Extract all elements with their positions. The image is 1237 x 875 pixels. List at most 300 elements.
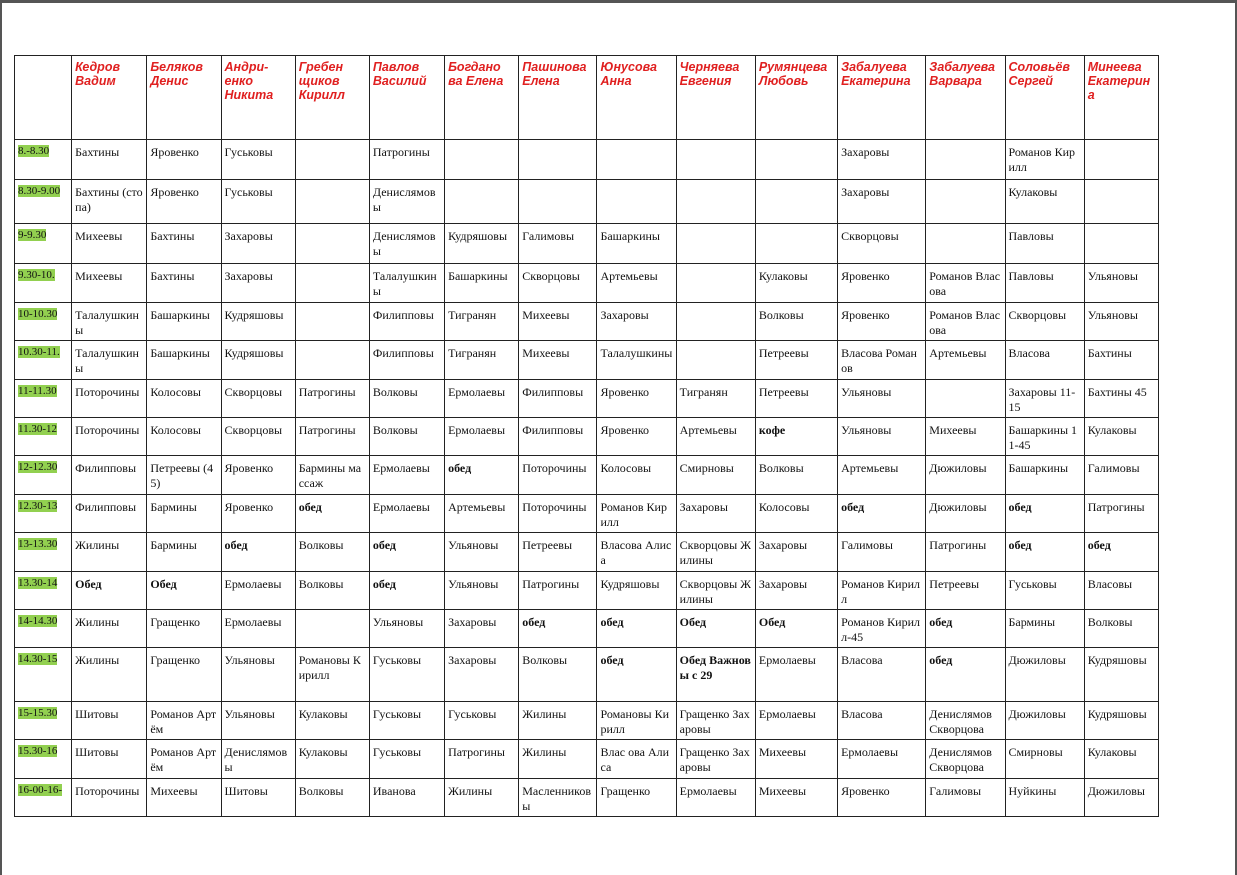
appointment-cell: Ермолаевы	[369, 456, 444, 495]
appointment-cell: Ермолаевы	[755, 648, 837, 702]
header-person-name: Кедров Вадим	[72, 56, 147, 140]
time-cell	[15, 341, 72, 380]
appointment-cell	[755, 140, 837, 180]
appointment-cell: Башаркины	[147, 341, 221, 380]
schedule-row	[15, 702, 1159, 740]
appointment-cell: Волковы	[369, 380, 444, 418]
appointment-cell: Масленниковы	[519, 779, 597, 817]
appointment-cell: Кудряшовы	[221, 341, 295, 380]
appointment-cell: Гуськовы	[369, 740, 444, 779]
header-person-name: Забалуева Екатерина	[838, 56, 926, 140]
appointment-cell: Бахтины	[72, 140, 147, 180]
appointment-cell: Гуськовы	[221, 180, 295, 224]
appointment-cell	[755, 224, 837, 264]
appointment-cell: Жилины	[519, 740, 597, 779]
appointment-cell: Волковы	[1084, 610, 1158, 648]
appointment-cell: Яровенко	[147, 140, 221, 180]
time-cell	[15, 572, 72, 610]
time-slot-label: 13-13.30	[18, 538, 58, 550]
appointment-cell: Ермолаевы	[838, 740, 926, 779]
appointment-cell: Смирновы	[1005, 740, 1084, 779]
appointment-cell: Скворцовы	[838, 224, 926, 264]
appointment-cell: обед	[295, 495, 369, 533]
appointment-cell: Обед	[72, 572, 147, 610]
appointment-cell	[1084, 140, 1158, 180]
appointment-cell	[597, 140, 676, 180]
appointment-cell: Тигранян	[445, 341, 519, 380]
appointment-cell: Петреевы	[519, 533, 597, 572]
appointment-cell: Кулаковы	[1084, 418, 1158, 456]
appointment-cell: Волковы	[755, 456, 837, 495]
appointment-cell: Жилины	[72, 533, 147, 572]
appointment-cell: Яровенко	[838, 303, 926, 341]
appointment-cell: Кудряшовы	[1084, 702, 1158, 740]
appointment-cell: Ермолаевы	[676, 779, 755, 817]
appointment-cell: Кудряшовы	[597, 572, 676, 610]
time-cell	[15, 610, 72, 648]
appointment-cell: Яровенко	[838, 779, 926, 817]
appointment-cell: Денислямовы	[221, 740, 295, 779]
appointment-cell: Ермолаевы	[369, 495, 444, 533]
appointment-cell: обед	[519, 610, 597, 648]
header-person-name: Гребен щиков Кирилл	[295, 56, 369, 140]
appointment-cell: Бахтины	[147, 264, 221, 303]
appointment-cell: Талалушкины	[597, 341, 676, 380]
header-person-name: Павлов Василий	[369, 56, 444, 140]
appointment-cell: Захаровы	[221, 264, 295, 303]
appointment-cell	[926, 140, 1005, 180]
header-person-name: Богдано ва Елена	[445, 56, 519, 140]
appointment-cell: Кулаковы	[1005, 180, 1084, 224]
time-cell	[15, 456, 72, 495]
schedule-row	[15, 180, 1159, 224]
appointment-cell	[676, 264, 755, 303]
appointment-cell: Петреевы	[926, 572, 1005, 610]
time-slot-label: 15.30-16	[18, 745, 58, 757]
appointment-cell: Колосовы	[147, 380, 221, 418]
appointment-cell: Патрогины	[1084, 495, 1158, 533]
appointment-cell: Колосовы	[755, 495, 837, 533]
appointment-cell: Ульяновы	[445, 572, 519, 610]
header-person-name: Андри-енко Никита	[221, 56, 295, 140]
appointment-cell: обед	[597, 648, 676, 702]
appointment-cell: обед	[369, 572, 444, 610]
appointment-cell: Жилины	[519, 702, 597, 740]
appointment-cell: Дюжиловы	[926, 456, 1005, 495]
appointment-cell: Артемьевы	[838, 456, 926, 495]
appointment-cell	[755, 180, 837, 224]
appointment-cell: обед	[838, 495, 926, 533]
appointment-cell: Гуськовы	[221, 140, 295, 180]
appointment-cell: Романов Кирилл	[838, 572, 926, 610]
appointment-cell: Михеевы	[755, 740, 837, 779]
appointment-cell: Ермолаевы	[445, 380, 519, 418]
appointment-cell: Власова Алиса	[597, 533, 676, 572]
appointment-cell: Шитовы	[221, 779, 295, 817]
appointment-cell: Яровенко	[597, 380, 676, 418]
appointment-cell: Нуйкины	[1005, 779, 1084, 817]
appointment-cell: Романовы Кирилл	[295, 648, 369, 702]
appointment-cell	[676, 224, 755, 264]
time-slot-label: 14-14.30	[18, 615, 58, 627]
header-person-name: Черняева Евгения	[676, 56, 755, 140]
appointment-cell: Обед Важновы с 29	[676, 648, 755, 702]
header-row	[15, 56, 1159, 140]
appointment-cell	[676, 180, 755, 224]
appointment-cell: Талалушкины	[72, 341, 147, 380]
schedule-row	[15, 572, 1159, 610]
appointment-cell	[295, 610, 369, 648]
appointment-cell: Шитовы	[72, 740, 147, 779]
appointment-cell: Галимовы	[838, 533, 926, 572]
time-cell	[15, 418, 72, 456]
appointment-cell	[676, 341, 755, 380]
time-slot-label: 8.30-9.00	[18, 185, 61, 197]
appointment-cell: Гуськовы	[445, 702, 519, 740]
time-cell	[15, 779, 72, 817]
time-cell	[15, 495, 72, 533]
appointment-cell	[519, 180, 597, 224]
appointment-cell: Скворцовы	[221, 380, 295, 418]
appointment-cell: Галимовы	[1084, 456, 1158, 495]
appointment-cell: Михеевы	[755, 779, 837, 817]
time-slot-label: 14.30-15	[18, 653, 58, 665]
appointment-cell: Власова	[838, 648, 926, 702]
appointment-cell: Петреевы (45)	[147, 456, 221, 495]
time-slot-label: 11.30-12	[18, 423, 58, 435]
appointment-cell: Поторочины	[519, 456, 597, 495]
schedule-row	[15, 648, 1159, 702]
appointment-cell: обед	[926, 610, 1005, 648]
appointment-cell: Денислямовы	[369, 224, 444, 264]
appointment-cell: Михеевы	[72, 224, 147, 264]
appointment-cell: Романов Власова	[926, 264, 1005, 303]
appointment-cell	[445, 140, 519, 180]
appointment-cell: Галимовы	[519, 224, 597, 264]
appointment-cell: Филипповы	[72, 456, 147, 495]
appointment-cell: обед	[597, 610, 676, 648]
appointment-cell: Тигранян	[445, 303, 519, 341]
appointment-cell: Бахтины	[1084, 341, 1158, 380]
appointment-cell: Романов Власова	[926, 303, 1005, 341]
appointment-cell: Филипповы	[519, 380, 597, 418]
appointment-cell: Яровенко	[597, 418, 676, 456]
header-person-name: Юнусова Анна	[597, 56, 676, 140]
appointment-cell: Петреевы	[755, 380, 837, 418]
schedule-row	[15, 495, 1159, 533]
appointment-cell	[295, 303, 369, 341]
appointment-cell: Власова	[838, 702, 926, 740]
appointment-cell: обед	[369, 533, 444, 572]
appointment-cell: Романов Артём	[147, 740, 221, 779]
appointment-cell: Власовы	[1084, 572, 1158, 610]
appointment-cell: Поторочины	[72, 779, 147, 817]
appointment-cell: Артемьевы	[926, 341, 1005, 380]
appointment-cell: Шитовы	[72, 702, 147, 740]
appointment-cell: Гуськовы	[369, 648, 444, 702]
schedule-row	[15, 456, 1159, 495]
schedule-row	[15, 224, 1159, 264]
time-slot-label: 12-12.30	[18, 461, 58, 473]
appointment-cell: Дюжиловы	[926, 495, 1005, 533]
appointment-cell: Денислямов Скворцова	[926, 702, 1005, 740]
appointment-cell: Захаровы	[838, 180, 926, 224]
appointment-cell: Власова	[1005, 341, 1084, 380]
appointment-cell: Волковы	[369, 418, 444, 456]
appointment-cell: Гращенко	[597, 779, 676, 817]
appointment-cell: Патрогины	[369, 140, 444, 180]
appointment-cell: Артемьевы	[445, 495, 519, 533]
appointment-cell: Яровенко	[221, 456, 295, 495]
appointment-cell: Ульяновы	[369, 610, 444, 648]
appointment-cell: Михеевы	[926, 418, 1005, 456]
appointment-cell: Ермолаевы	[755, 702, 837, 740]
appointment-cell: Патрогины	[295, 418, 369, 456]
appointment-cell: Дюжиловы	[1084, 779, 1158, 817]
appointment-cell: Ульяновы	[1084, 264, 1158, 303]
appointment-cell: Бармины	[147, 495, 221, 533]
appointment-cell	[676, 303, 755, 341]
appointment-cell: Гуськовы	[1005, 572, 1084, 610]
time-slot-label: 13.30-14	[18, 577, 58, 589]
appointment-cell: Колосовы	[597, 456, 676, 495]
time-slot-label: 15-15.30	[18, 707, 58, 719]
schedule-row	[15, 610, 1159, 648]
appointment-cell: Михеевы	[147, 779, 221, 817]
time-slot-label: 10.30-11.	[18, 346, 60, 358]
appointment-cell: Кудряшовы	[445, 224, 519, 264]
appointment-cell: Захаровы	[755, 572, 837, 610]
appointment-cell: Обед	[676, 610, 755, 648]
appointment-cell: Скворцовы Жилины	[676, 533, 755, 572]
header-person-name: Соловьёв Сергей	[1005, 56, 1084, 140]
appointment-cell: Захаровы	[445, 648, 519, 702]
appointment-cell: Гращенко	[147, 648, 221, 702]
appointment-cell	[295, 264, 369, 303]
appointment-cell	[676, 140, 755, 180]
appointment-cell	[295, 341, 369, 380]
appointment-cell: Бармины	[147, 533, 221, 572]
appointment-cell: Скворцовы	[221, 418, 295, 456]
appointment-cell: обед	[1005, 495, 1084, 533]
appointment-cell: Павловы	[1005, 224, 1084, 264]
appointment-cell: Ульяновы	[838, 418, 926, 456]
appointment-cell: Поторочины	[72, 380, 147, 418]
appointment-cell	[519, 140, 597, 180]
appointment-cell: Кулаковы	[295, 740, 369, 779]
appointment-cell	[597, 180, 676, 224]
appointment-cell: Ермолаевы	[445, 418, 519, 456]
time-cell	[15, 648, 72, 702]
appointment-cell: Скворцовы	[519, 264, 597, 303]
appointment-cell: Скворцовы Жилины	[676, 572, 755, 610]
appointment-cell	[295, 180, 369, 224]
appointment-cell: Денислямовы	[369, 180, 444, 224]
appointment-cell: Яровенко	[221, 495, 295, 533]
appointment-cell: Романов Артём	[147, 702, 221, 740]
appointment-cell: Филипповы	[519, 418, 597, 456]
appointment-cell	[926, 380, 1005, 418]
appointment-cell: Кудряшовы	[1084, 648, 1158, 702]
appointment-cell: Башаркины	[597, 224, 676, 264]
appointment-cell: Влас ова Алиса	[597, 740, 676, 779]
appointment-cell	[926, 224, 1005, 264]
appointment-cell: Артемьевы	[597, 264, 676, 303]
appointment-cell	[445, 180, 519, 224]
appointment-cell: Волковы	[295, 572, 369, 610]
appointment-cell: Кулаковы	[295, 702, 369, 740]
appointment-cell: Романов Кирилл	[1005, 140, 1084, 180]
appointment-cell	[295, 224, 369, 264]
appointment-cell: Скворцовы	[1005, 303, 1084, 341]
appointment-cell: Волковы	[519, 648, 597, 702]
appointment-cell: Ульяновы	[1084, 303, 1158, 341]
appointment-cell: Кулаковы	[1084, 740, 1158, 779]
appointment-cell: Кулаковы	[755, 264, 837, 303]
appointment-cell: Михеевы	[519, 303, 597, 341]
appointment-cell: Жилины	[445, 779, 519, 817]
appointment-cell: Гуськовы	[369, 702, 444, 740]
schedule-row	[15, 418, 1159, 456]
appointment-cell: Бармины	[1005, 610, 1084, 648]
appointment-cell: обед	[1084, 533, 1158, 572]
time-cell	[15, 140, 72, 180]
time-slot-label: 12.30-13	[18, 500, 58, 512]
appointment-cell: Дюжиловы	[1005, 648, 1084, 702]
appointment-cell: Захаровы	[445, 610, 519, 648]
time-cell	[15, 180, 72, 224]
appointment-cell	[1084, 224, 1158, 264]
appointment-cell: Захаровы	[676, 495, 755, 533]
time-slot-label: 9-9.30	[18, 229, 47, 241]
appointment-cell: Ульяновы	[838, 380, 926, 418]
schedule-row	[15, 140, 1159, 180]
time-cell	[15, 224, 72, 264]
appointment-cell: Галимовы	[926, 779, 1005, 817]
appointment-cell: Петреевы	[755, 341, 837, 380]
appointment-cell: Гращенко Захаровы	[676, 740, 755, 779]
time-slot-label: 11-11.30	[18, 385, 57, 397]
schedule-row	[15, 533, 1159, 572]
header-person-name: Румянцева Любовь	[755, 56, 837, 140]
appointment-cell: обед	[926, 648, 1005, 702]
schedule-row	[15, 303, 1159, 341]
appointment-cell: Романов Кирилл-45	[838, 610, 926, 648]
appointment-cell: Волковы	[755, 303, 837, 341]
appointment-cell: Филипповы	[72, 495, 147, 533]
appointment-cell: Власова Романов	[838, 341, 926, 380]
appointment-cell: Ермолаевы	[221, 610, 295, 648]
appointment-cell: Волковы	[295, 779, 369, 817]
appointment-cell: Патрогины	[519, 572, 597, 610]
time-cell	[15, 380, 72, 418]
appointment-cell: Иванова	[369, 779, 444, 817]
time-slot-label: 10-10.30	[18, 308, 58, 320]
appointment-cell: Ульяновы	[221, 702, 295, 740]
appointment-cell	[295, 140, 369, 180]
appointment-cell: Ульяновы	[445, 533, 519, 572]
appointment-cell: Тигранян	[676, 380, 755, 418]
appointment-cell	[926, 180, 1005, 224]
appointment-cell: Жилины	[72, 610, 147, 648]
appointment-cell: Обед	[147, 572, 221, 610]
appointment-cell: Дюжиловы	[1005, 702, 1084, 740]
schedule-row	[15, 264, 1159, 303]
appointment-cell: Башаркины	[445, 264, 519, 303]
schedule-table	[14, 55, 1159, 817]
appointment-cell: Михеевы	[72, 264, 147, 303]
appointment-cell: Кудряшовы	[221, 303, 295, 341]
appointment-cell: Филипповы	[369, 341, 444, 380]
appointment-cell: обед	[1005, 533, 1084, 572]
appointment-cell: Поторочины	[519, 495, 597, 533]
appointment-cell: Захаровы	[221, 224, 295, 264]
appointment-cell: обед	[221, 533, 295, 572]
appointment-cell: Смирновы	[676, 456, 755, 495]
appointment-cell: Патрогины	[295, 380, 369, 418]
appointment-cell: Романов Кирилл	[597, 495, 676, 533]
appointment-cell: Бахтины 45	[1084, 380, 1158, 418]
time-cell	[15, 740, 72, 779]
header-corner-cell	[15, 56, 72, 140]
time-cell	[15, 264, 72, 303]
appointment-cell: Патрогины	[926, 533, 1005, 572]
appointment-cell: Башаркины	[147, 303, 221, 341]
schedule-row	[15, 341, 1159, 380]
appointment-cell: Захаровы	[755, 533, 837, 572]
appointment-cell: Волковы	[295, 533, 369, 572]
appointment-cell: кофе	[755, 418, 837, 456]
appointment-cell: Талалушкины	[72, 303, 147, 341]
appointment-cell: Гращенко Захаровы	[676, 702, 755, 740]
appointment-cell: Артемьевы	[676, 418, 755, 456]
appointment-cell: Павловы	[1005, 264, 1084, 303]
appointment-cell: Талалушкины	[369, 264, 444, 303]
appointment-cell: Яровенко	[838, 264, 926, 303]
appointment-cell: Башаркины 11-45	[1005, 418, 1084, 456]
appointment-cell: обед	[445, 456, 519, 495]
time-slot-label: 8.-8.30	[18, 145, 50, 157]
schedule-row	[15, 380, 1159, 418]
appointment-cell: Башаркины	[1005, 456, 1084, 495]
appointment-cell: Филипповы	[369, 303, 444, 341]
appointment-cell: Жилины	[72, 648, 147, 702]
header-person-name: Беляков Денис	[147, 56, 221, 140]
time-cell	[15, 533, 72, 572]
header-person-name: Забалуева Варвара	[926, 56, 1005, 140]
appointment-cell: Яровенко	[147, 180, 221, 224]
appointment-cell: Гращенко	[147, 610, 221, 648]
appointment-cell: Захаровы	[838, 140, 926, 180]
appointment-cell: Ермолаевы	[221, 572, 295, 610]
time-cell	[15, 702, 72, 740]
appointment-cell: Бахтины (стопа)	[72, 180, 147, 224]
appointment-cell: Денислямов Скворцова	[926, 740, 1005, 779]
appointment-cell: Ульяновы	[221, 648, 295, 702]
header-person-name: Минеева Екатерина	[1084, 56, 1158, 140]
appointment-cell: Поторочины	[72, 418, 147, 456]
time-slot-label: 16-00-16-	[18, 784, 62, 796]
appointment-cell: Колосовы	[147, 418, 221, 456]
schedule-row	[15, 740, 1159, 779]
appointment-cell: Захаровы	[597, 303, 676, 341]
appointment-cell: Захаровы 11-15	[1005, 380, 1084, 418]
appointment-cell	[1084, 180, 1158, 224]
time-cell	[15, 303, 72, 341]
time-slot-label: 9.30-10.	[18, 269, 55, 281]
appointment-cell: Обед	[755, 610, 837, 648]
appointment-cell: Романовы Кирилл	[597, 702, 676, 740]
